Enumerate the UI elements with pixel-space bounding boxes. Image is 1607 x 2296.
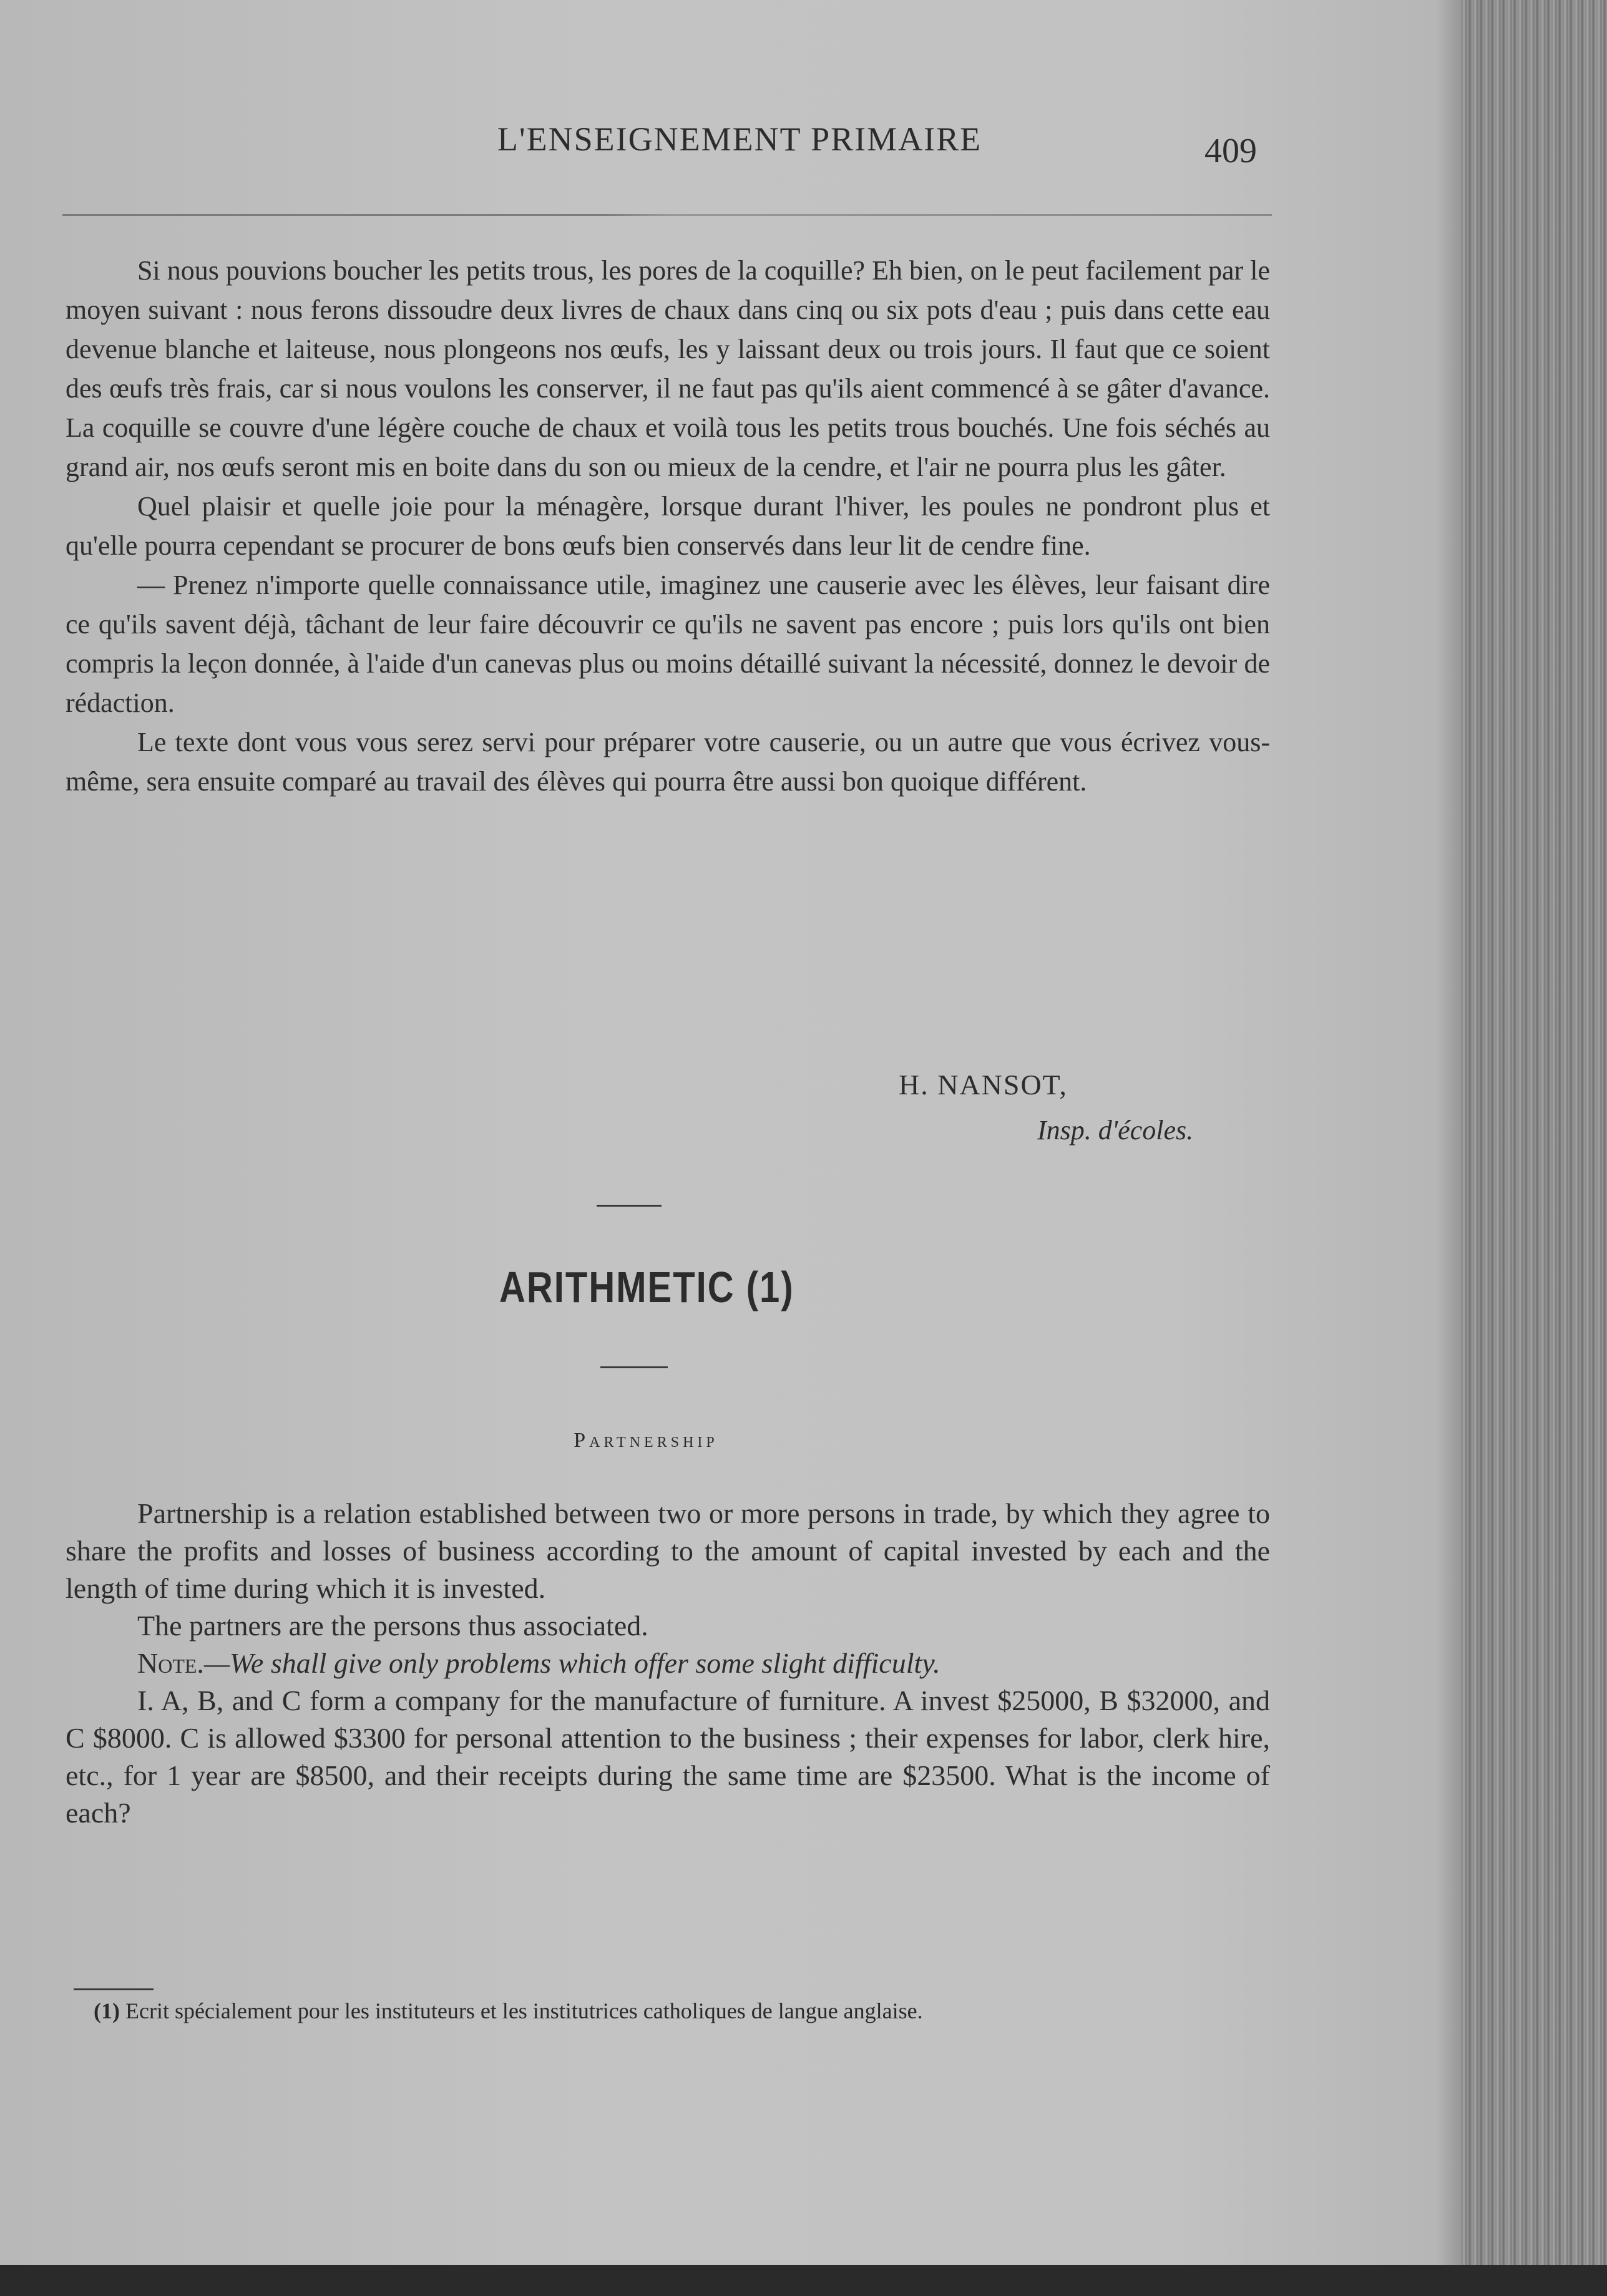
scan-bottom-border — [0, 2265, 1607, 2296]
note-paragraph — [66, 1645, 1270, 1682]
note-text: —We shall give only problems which offer some slight difficulty. — [203, 1647, 940, 1679]
paragraph: — Prenez n'importe quelle connaissance utile, imaginez une causerie avec les élèves, leur faisant dire ce qu'ils savent déjà, tâchant de leur faire découvrir ce qu'ils ne savent pas encore ; puis lors qu'ils ont bien compris la leçon donnée, à l'aide d'un canevas plus ou moins détaillé suivant la nécessité, donnez le devoir de rédaction. — [66, 570, 1270, 718]
section-divider — [600, 1366, 668, 1368]
paragraph: Partnership is a relation established between two or more persons in trade, by which they agree to share the profits and losses of business according to the amount of capital invested by each and the length of time during which it is invested. — [66, 1497, 1270, 1604]
section-divider — [597, 1205, 662, 1207]
footnote-mark: (1) — [94, 1998, 120, 2023]
french-article-body — [66, 251, 1270, 801]
page-gutter-shadow — [1435, 0, 1460, 2296]
author-title: Insp. d'écoles. — [1037, 1115, 1194, 1146]
paragraph: Le texte dont vous vous serez servi pour préparer votre causerie, ou un autre que vous écrivez vous-même, sera ensuite comparé au travail des élèves qui pourra être aussi bon quoique différent. — [66, 727, 1270, 797]
arithmetic-body — [66, 1495, 1270, 1832]
problem-paragraph: I. A, B, and C form a company for the manufacture of furniture. A invest $25000, B $32000, and C $8000. C is allowed $3300 for personal attention to the business ; their expenses for labor, clerk hire, etc., for 1 year are $8500, and their receipts during the same time are $23500. What is the income of each? — [66, 1685, 1270, 1829]
section-title: ARITHMETIC (1) — [499, 1263, 794, 1312]
footnote — [62, 1997, 1242, 2025]
paragraph: Si nous pouvions boucher les petits trous, les pores de la coquille? Eh bien, on le peut facilement par le moyen suivant : nous ferons dissoudre deux livres de chaux dans cinq ou six pots d'eau ; puis dans cette eau devenue blanche et laiteuse, nous plongeons nos œufs, les y laissant deux ou trois jours. Il faut que ce soient des œufs très frais, car si nous voulons les conserver, il ne faut pas qu'ils aient commencé à se gâter d'avance. La coquille se couvre d'une légère couche de chaux et voilà tous les petits trous bouchés. Une fois séchés au grand air, nos œufs seront mis en boite dans du son ou mieux de la cendre, et l'air ne pourra plus les gâter. — [66, 255, 1270, 482]
header-rule — [62, 214, 1272, 216]
subsection-title: Partnership — [574, 1429, 718, 1452]
note-label: Note. — [137, 1647, 204, 1679]
running-head: L'ENSEIGNEMENT PRIMAIRE — [497, 120, 982, 158]
footnote-rule — [74, 1988, 154, 1990]
author-signature: H. NANSOT, — [899, 1069, 1068, 1101]
page-number: 409 — [1204, 132, 1257, 170]
page-edge-stack — [1460, 0, 1607, 2296]
footnote-text: Ecrit spécialement pour les instituteurs et les institutrices catholiques de langue anglaise. — [125, 1998, 923, 2023]
paragraph: Quel plaisir et quelle joie pour la ménagère, lorsque durant l'hiver, les poules ne pondront plus et qu'elle pourra cependant se procurer de bons œufs bien conservés dans leur lit de cendre fine. — [66, 491, 1270, 561]
paragraph: The partners are the persons thus associated. — [137, 1610, 648, 1642]
